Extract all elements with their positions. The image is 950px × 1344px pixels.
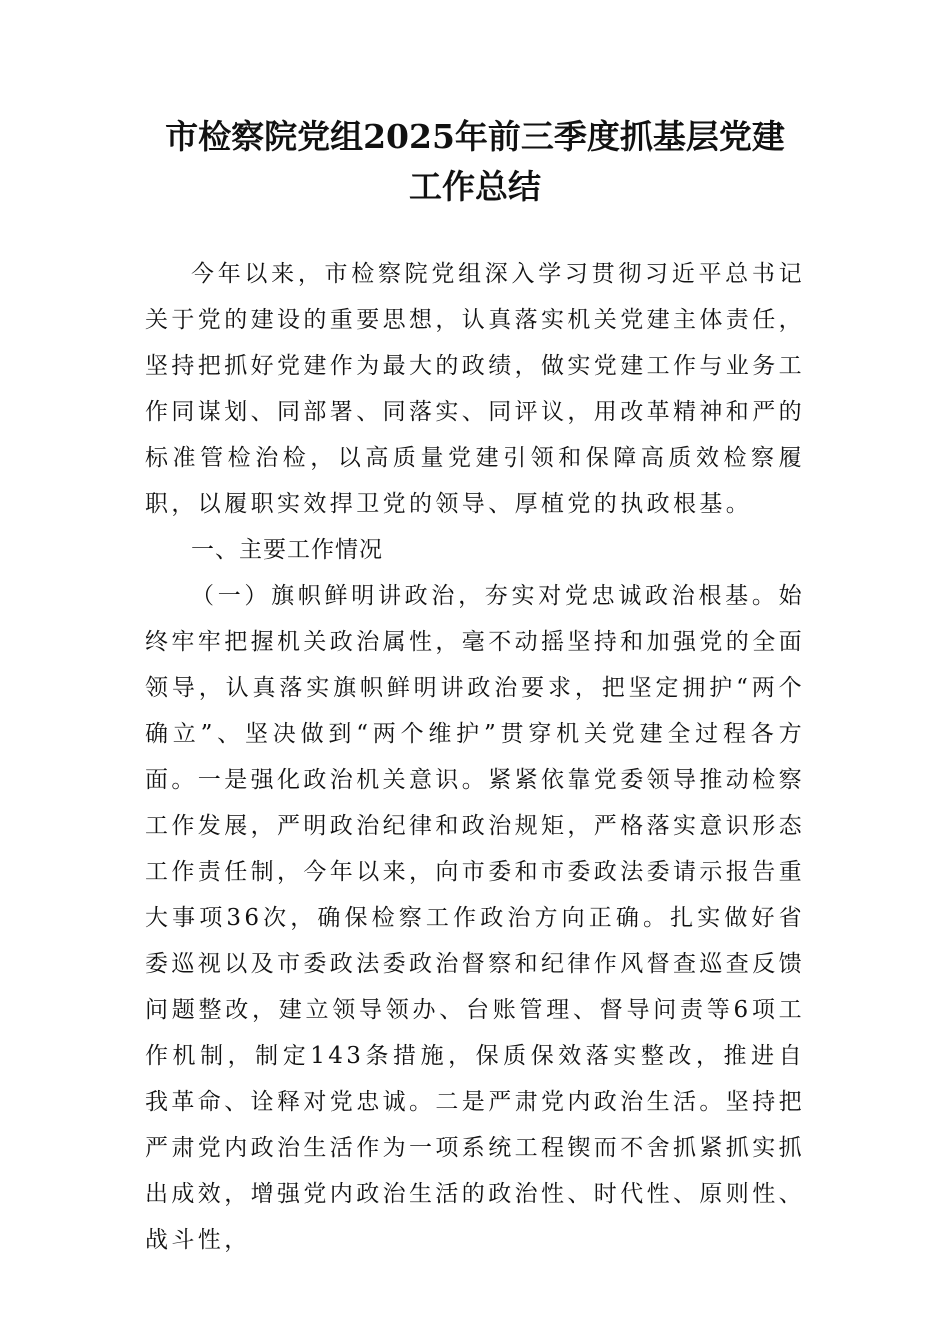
title-line-2: 工作总结	[409, 167, 541, 206]
subsection-paragraph-1: （一）旗帜鲜明讲政治，夯实对党忠诚政治根基。始终牢牢把握机关政治属性，毫不动摇坚持和加强党的全面领导，认真落实旗帜鲜明讲政治要求，把坚定拥护“两个确立”、坚决做到“两个维护”贯穿机关党建全过程各方面。一是强化政治机关意识。紧紧依靠党委领导推动检察工作发展，严明政治纪律和政治规矩，严格落实意识形态工作责任制，今年以来，向市委和市委政法委请示报告重大事项36次，确保检察工作政治方向正确。扎实做好省委巡视以及市委政法委政治督察和纪律作风督查巡查反馈问题整改，建立领导领办、台账管理、督导问责等6项工作机制，制定143条措施，保质保效落实整改，推进自我革命、诠释对党忠诚。二是严肃党内政治生活。坚持把严肃党内政治生活作为一项系统工程锲而不舍抓紧抓实抓出成效，增强党内政治生活的政治性、时代性、原则性、战斗性，	[145, 583, 805, 1253]
document-body	[145, 251, 805, 1263]
intro-paragraph: 今年以来，市检察院党组深入学习贯彻习近平总书记关于党的建设的重要思想，认真落实机关党建主体责任，坚持把抓好党建作为最大的政绩，做实党建工作与业务工作同谋划、同部署、同落实、同评议，用改革精神和严的标准管检治检，以高质量党建引领和保障高质效检察履职，以履职实效捍卫党的领导、厚植党的执政根基。	[145, 261, 805, 517]
title-line-1: 市检察院党组2025年前三季度抓基层党建	[165, 117, 785, 156]
document-title	[140, 112, 810, 212]
section-heading-1: 一、主要工作情况	[191, 537, 383, 563]
